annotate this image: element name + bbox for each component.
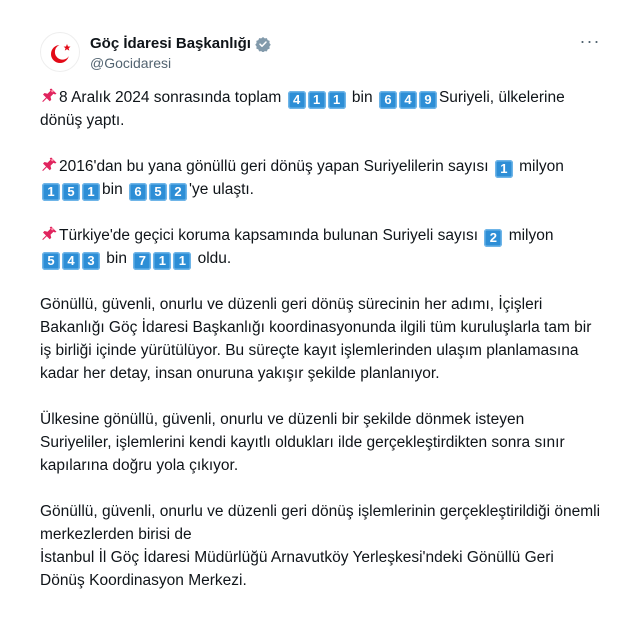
stat-text: 'ye ulaştı. [189, 181, 254, 198]
stats-list [40, 86, 600, 270]
keycap-digit-icon: 9 [419, 91, 437, 109]
keycap-digit-icon: 4 [62, 252, 80, 270]
keycap-number [484, 224, 502, 247]
stat-line [40, 155, 600, 201]
display-name[interactable] [90, 34, 271, 54]
keycap-digit-icon: 1 [153, 252, 171, 270]
stat-text: milyon [514, 158, 564, 175]
keycap-number [42, 247, 100, 270]
body-paragraph: Gönüllü, güvenli, onurlu ve düzenli geri dönüş işlemlerinin gerçekleştirildiği önemli merkezlerden birisi de İstanbul İl Göç İdaresi Müdürlüğü Arnavutköy Yerleşkesi'ndeki Gönüllü Geri Dönüş Koordinasyon Merkezi. [40, 503, 601, 589]
tweet-header [40, 32, 602, 76]
keycap-digit-icon: 6 [129, 183, 147, 201]
keycap-digit-icon: 5 [42, 252, 60, 270]
tweet-text [40, 86, 600, 615]
keycap-digit-icon: 1 [495, 160, 513, 178]
keycap-digit-icon: 2 [169, 183, 187, 201]
keycap-number [379, 86, 437, 109]
display-name-text: Göç İdaresi Başkanlığı [90, 35, 251, 52]
stat-text: 2016'dan bu yana gönüllü geri dönüş yapan Suriyelilerin sayısı [59, 158, 493, 175]
stat-text: Türkiye'de geçici koruma kapsamında bulunan Suriyeli sayısı [59, 227, 483, 244]
keycap-digit-icon: 1 [173, 252, 191, 270]
stat-line [40, 86, 600, 132]
keycap-digit-icon: 7 [133, 252, 151, 270]
keycap-number [495, 155, 513, 178]
account-handle[interactable]: @Gocidaresi [90, 55, 172, 71]
keycap-digit-icon: 6 [379, 91, 397, 109]
keycap-digit-icon: 4 [399, 91, 417, 109]
body-paragraph: Ülkesine gönüllü, güvenli, onurlu ve düzenli bir şekilde dönmek isteyen Suriyeliler, işlemlerini kendi kayıtlı oldukları ilde gerçekleştirdikten sonra sınır kapılarına doğru yola çıkıyor. [40, 411, 565, 474]
keycap-digit-icon: 4 [288, 91, 306, 109]
stat-text: bin [102, 181, 127, 198]
more-options-icon[interactable]: ··· [579, 31, 601, 51]
keycap-digit-icon: 5 [149, 183, 167, 201]
pushpin-icon [40, 225, 58, 243]
stat-text: oldu. [193, 250, 232, 267]
keycap-digit-icon: 1 [42, 183, 60, 201]
keycap-number [288, 86, 346, 109]
keycap-number [129, 178, 187, 201]
keycap-digit-icon: 1 [82, 183, 100, 201]
pushpin-icon [40, 87, 58, 105]
stat-text: bin [102, 250, 132, 267]
keycap-digit-icon: 5 [62, 183, 80, 201]
avatar[interactable] [40, 32, 80, 72]
account-names [90, 34, 271, 72]
body-paragraph: Gönüllü, güvenli, onurlu ve düzenli geri dönüş sürecinin her adımı, İçişleri Bakanlığı Göç İdaresi Başkanlığı koordinasyonunda ilgili tüm kuruluşlarla tam bir iş birliği içinde yürütülüyor. Bu süreçte kayıt işlemlerinden ulaşım planlamasına kadar her detay, insan onuruna yakışır şekilde planlanıyor. [40, 296, 592, 382]
pushpin-icon [40, 156, 58, 174]
verified-badge-icon [255, 36, 271, 52]
stat-text: milyon [504, 227, 554, 244]
stat-text: Suriyeli, ülkelerine dönüş yaptı. [40, 89, 565, 129]
keycap-number [42, 178, 100, 201]
crescent-logo-icon [47, 39, 75, 67]
keycap-digit-icon: 2 [484, 229, 502, 247]
stat-text: bin [347, 89, 377, 106]
stat-line [40, 224, 600, 270]
stat-text: 8 Aralık 2024 sonrasında toplam [59, 89, 286, 106]
keycap-number [133, 247, 191, 270]
keycap-digit-icon: 3 [82, 252, 100, 270]
paragraphs [40, 293, 600, 592]
keycap-digit-icon: 1 [308, 91, 326, 109]
keycap-digit-icon: 1 [328, 91, 346, 109]
